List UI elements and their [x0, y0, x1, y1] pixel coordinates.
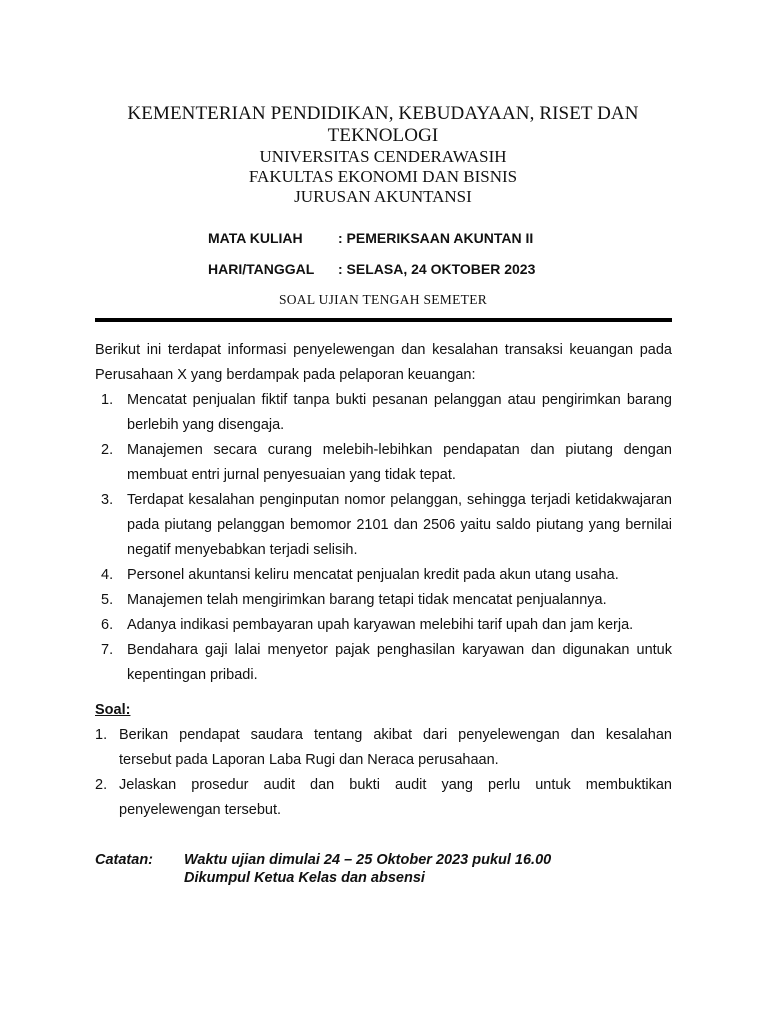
list-item: [95, 488, 672, 563]
list-item: [95, 638, 672, 688]
item-text: Adanya indikasi pembayaran upah karyawan melebihi tarif upah dan jam kerja.: [127, 617, 634, 633]
item-number: 6.: [101, 617, 114, 633]
item-text: Mencatat penjualan fiktif tanpa bukti pesanan pelanggan atau pengirimkan barang berlebih yang disengaja.: [127, 392, 672, 433]
question-text: Berikan pendapat saudara tentang akibat dari penyelewengan dan kesalahan tersebut pada Laporan Laba Rugi dan Neraca perusahaan.: [119, 727, 672, 768]
item-text: Bendahara gaji lalai menyetor pajak penghasilan karyawan dan digunakan untuk kepentingan pribadi.: [127, 642, 672, 683]
letterhead: [95, 103, 671, 207]
questions-heading: Soal:: [95, 702, 131, 718]
item-text: Terdapat kesalahan penginputan nomor pelanggan, sehingga terjadi ketidakwajaran pada piutang pelanggan bemomor 2101 dan 2506 yaitu saldo piutang yang bernilai negatif menyebabkan terjadi selisih.: [127, 492, 672, 558]
list-item: [95, 613, 672, 638]
date-label: HARI/TANGGAL: [208, 261, 315, 277]
date-row: [208, 261, 535, 277]
item-number: 3.: [101, 492, 114, 508]
course-label: MATA KULIAH: [208, 230, 303, 246]
faculty-name: FAKULTAS EKONOMI DAN BISNIS: [248, 167, 518, 186]
item-number: 1.: [101, 392, 114, 408]
note-line-submit: Dikumpul Ketua Kelas dan absensi: [184, 870, 425, 886]
list-item: [95, 588, 672, 613]
list-item: [95, 438, 672, 488]
list-item: [95, 388, 672, 438]
question-text: Jelaskan prosedur audit dan bukti audit yang perlu untuk membuktikan penyelewengan tersebut.: [119, 777, 672, 818]
department-name: JURUSAN AKUNTANSI: [294, 187, 472, 206]
question-list: [95, 723, 672, 823]
issue-list: [95, 388, 672, 688]
date-value: : SELASA, 24 OKTOBER 2023: [338, 261, 536, 277]
exam-title: SOAL UJIAN TENGAH SEMETER: [278, 292, 488, 307]
item-number: 2.: [101, 442, 114, 458]
header-divider: [95, 318, 672, 322]
question-item: [95, 723, 672, 773]
item-text: Manajemen secara curang melebih-lebihkan pendapatan dan piutang dengan membuat entri jurnal penyesuaian yang tidak tepat.: [127, 442, 672, 483]
item-number: 4.: [101, 567, 114, 583]
course-row: [208, 230, 533, 246]
item-number: 5.: [101, 592, 114, 608]
university-name: UNIVERSITAS CENDERAWASIH: [259, 147, 507, 166]
item-text: Manajemen telah mengirimkan barang tetapi tidak mencatat penjualannya.: [127, 592, 607, 608]
exam-body: [95, 338, 672, 823]
note-line-time: Waktu ujian dimulai 24 – 25 Oktober 2023 pukul 16.00: [184, 852, 552, 868]
item-text: Personel akuntansi keliru mencatat penjualan kredit pada akun utang usaha.: [127, 567, 619, 583]
note-lines: [184, 851, 551, 887]
question-number: 2.: [95, 777, 108, 793]
list-item: [95, 563, 672, 588]
question-item: [95, 773, 672, 823]
intro-paragraph: Berikut ini terdapat informasi penyelewengan dan kesalahan transaksi keuangan pada Perusahaan X yang berdampak pada pelaporan keuangan:: [95, 342, 672, 383]
ministry-name: KEMENTERIAN PENDIDIKAN, KEBUDAYAAN, RISET DAN TEKNOLOGI: [127, 103, 639, 146]
item-number: 7.: [101, 642, 114, 658]
course-value: : PEMERIKSAAN AKUNTAN II: [338, 230, 534, 246]
note-label: Catatan:: [95, 852, 154, 868]
question-number: 1.: [95, 727, 108, 743]
